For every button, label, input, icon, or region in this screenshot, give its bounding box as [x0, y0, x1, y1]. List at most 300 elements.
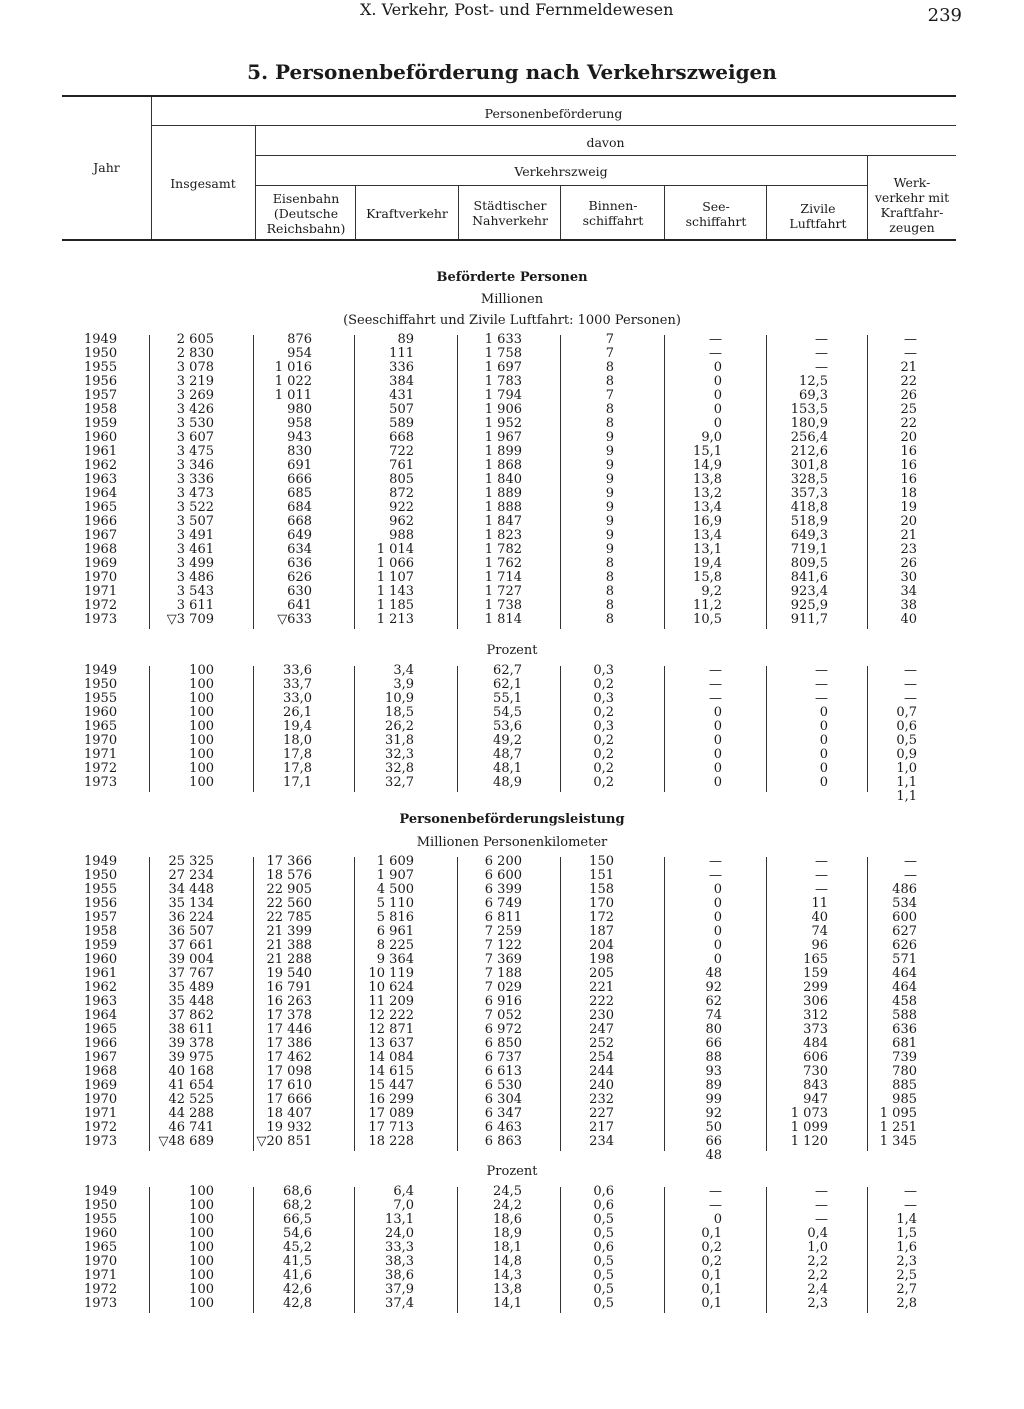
table-cell: 22 [900, 374, 917, 389]
table-cell: 8 [605, 556, 614, 571]
table-cell: 17 378 [266, 1008, 312, 1023]
table-cell: 0,2 [593, 775, 614, 790]
table-cell: 484 [803, 1036, 828, 1051]
table-cell: 0 [713, 705, 722, 720]
table-cell: 222 [589, 994, 614, 1009]
table-cell: 89 [705, 1078, 722, 1093]
table-cell: — [904, 691, 917, 706]
table-cell: 54,5 [493, 705, 522, 720]
table-cell: 40 168 [168, 1064, 214, 1079]
table-cell: 0 [819, 761, 828, 776]
table-cell: 204 [589, 938, 614, 953]
table-cell: 3 475 [176, 444, 214, 459]
table-cell: 24,5 [493, 1184, 522, 1199]
table-cell: 16 791 [266, 980, 312, 995]
table-cell: 33,0 [283, 691, 312, 706]
column-divider [560, 857, 561, 1151]
table-cell: 6 200 [484, 854, 522, 869]
year-cell: 1965 [84, 500, 118, 515]
table-cell: 3 346 [176, 458, 214, 473]
table-cell: 37 661 [168, 938, 214, 953]
column-divider [149, 666, 150, 792]
table-cell: 301,8 [790, 458, 828, 473]
table-cell: 636 [287, 556, 312, 571]
table-cell: 6 530 [484, 1078, 522, 1093]
table-cell: 93 [705, 1064, 722, 1079]
table-cell: 1 107 [376, 570, 414, 585]
column-insgesamt [159, 855, 215, 1149]
top-rule [62, 95, 956, 97]
table-cell: 962 [389, 514, 414, 529]
table-cell: 49,2 [493, 733, 522, 748]
table-cell: — [709, 346, 722, 361]
table-cell: 26,2 [385, 719, 414, 734]
col-head-luft: Zivile Luftfahrt [789, 201, 847, 231]
table-cell: 0,2 [701, 1254, 722, 1269]
table-cell: 26 [900, 556, 917, 571]
table-cell: 0,6 [593, 1240, 614, 1255]
table-cell: 234 [589, 1134, 614, 1149]
table-cell: 33,3 [385, 1240, 414, 1255]
table-cell: — [815, 868, 828, 883]
table-cell: 48,9 [493, 775, 522, 790]
table-cell: 100 [189, 1198, 214, 1213]
column-divider [253, 335, 254, 629]
table-cell: 13,4 [693, 528, 722, 543]
year-cell: 1966 [84, 514, 118, 529]
column-divider [664, 857, 665, 1151]
table-cell: 6 850 [484, 1036, 522, 1051]
year-cell: 1960 [84, 430, 118, 445]
table-cell: 100 [189, 775, 214, 790]
table-cell: 0 [819, 719, 828, 734]
table-cell: 20 [900, 514, 917, 529]
table-cell: 6 972 [484, 1022, 522, 1037]
table-cell: 312 [803, 1008, 828, 1023]
table-cell: 26,1 [283, 705, 312, 720]
year-cell: 1962 [84, 980, 118, 995]
year-cell: 1972 [84, 1120, 118, 1135]
column-divider [457, 335, 458, 629]
table-cell: 6,4 [393, 1184, 414, 1199]
table-cell: 464 [892, 980, 917, 995]
column-kraftverkehr [385, 1185, 414, 1311]
table-cell: 252 [589, 1036, 614, 1051]
column-divider [354, 666, 355, 792]
table-cell: 2,2 [807, 1268, 828, 1283]
year-cell: 1950 [84, 1198, 118, 1213]
table-cell: 3 522 [176, 500, 214, 515]
table-cell: 7 259 [484, 924, 522, 939]
column-kraftverkehr [377, 333, 414, 627]
header-divider [355, 185, 356, 239]
year-cell: 1965 [84, 1022, 118, 1037]
table-cell: 1 185 [376, 598, 414, 613]
table-cell: 0,5 [593, 1268, 614, 1283]
year-cell: 1972 [84, 761, 118, 776]
table-cell: 923,4 [790, 584, 828, 599]
table-cell: 41,5 [283, 1254, 312, 1269]
table-cell: 8 [605, 570, 614, 585]
table-cell: 38 611 [168, 1022, 214, 1037]
table-cell: 42,6 [283, 1282, 312, 1297]
table-cell: 9,2 [701, 584, 722, 599]
table-cell: 9 [605, 486, 614, 501]
table-cell: 0,9 [896, 747, 917, 762]
table-cell: 9 [605, 514, 614, 529]
table-cell: 2,5 [896, 1268, 917, 1283]
table-cell: 357,3 [790, 486, 828, 501]
table-cell: 40 [900, 612, 917, 627]
column-divider [664, 335, 665, 629]
table-cell: — [815, 1212, 828, 1227]
year-cell: 1968 [84, 1064, 118, 1079]
table-cell: 13,8 [693, 472, 722, 487]
table-cell: 805 [389, 472, 414, 487]
table-cell: 0,2 [593, 761, 614, 776]
table-cell: 13,4 [693, 500, 722, 515]
table-cell: 18 [900, 486, 917, 501]
table-cell: 3 269 [176, 388, 214, 403]
year-cell: 1960 [84, 705, 118, 720]
table-cell: 13,8 [493, 1282, 522, 1297]
table-cell: 14 084 [368, 1050, 414, 1065]
table-cell: 1 888 [484, 500, 522, 515]
column-kraftverkehr [385, 664, 414, 790]
column-divider [354, 857, 355, 1151]
column-werk [880, 855, 917, 1149]
table-cell: — [815, 1198, 828, 1213]
table-cell: 17 446 [266, 1022, 312, 1037]
column-divider [354, 335, 355, 629]
table-cell: 22 905 [266, 882, 312, 897]
table-cell: 1 758 [484, 346, 522, 361]
table-cell: 96 [811, 938, 828, 953]
table-cell: 38,6 [385, 1268, 414, 1283]
table-cell: ▽3 709 [166, 612, 214, 627]
table-cell: — [709, 868, 722, 883]
table-cell: 1 073 [790, 1106, 828, 1121]
year-cell: 1957 [84, 910, 118, 925]
table-cell: 18 228 [368, 1134, 414, 1149]
table-cell: 571 [892, 952, 917, 967]
year-cell: 1950 [84, 346, 118, 361]
table-cell: 66,5 [283, 1212, 312, 1227]
table-cell: 17 366 [266, 854, 312, 869]
table-cell: 158 [589, 882, 614, 897]
table-cell: — [709, 332, 722, 347]
table-cell: 100 [189, 747, 214, 762]
table-cell: — [904, 346, 917, 361]
table-cell: 15,8 [693, 570, 722, 585]
col-head-jahr: Jahr [93, 160, 120, 175]
table-cell: 600 [892, 910, 917, 925]
table-cell: 1 889 [484, 486, 522, 501]
header-divider [255, 155, 956, 156]
table-cell: 7 [605, 388, 614, 403]
table-cell: 299 [803, 980, 828, 995]
table-cell: 464 [892, 966, 917, 981]
table-cell: 31,8 [385, 733, 414, 748]
table-cell: 39 975 [168, 1050, 214, 1065]
table-cell: 30 [900, 570, 917, 585]
col-head-nahverkehr: Städtischer Nahverkehr [472, 198, 548, 228]
year-cell: 1973 [84, 1296, 118, 1311]
year-cell: 1970 [84, 733, 118, 748]
col-head-verkehrszweig: Verkehrszweig [514, 164, 608, 179]
table-cell: 634 [287, 542, 312, 557]
table-cell: 5 816 [376, 910, 414, 925]
header-divider [664, 185, 665, 239]
table-cell: 21 388 [266, 938, 312, 953]
table-cell: 719,1 [790, 542, 828, 557]
table-cell: 0,5 [593, 1282, 614, 1297]
table-cell: 62,7 [493, 663, 522, 678]
year-cell: 1959 [84, 416, 118, 431]
table-cell: 0,2 [701, 1240, 722, 1255]
table-cell: 0 [713, 747, 722, 762]
table-cell: 27 234 [168, 868, 214, 883]
table-cell: 0,7 [896, 705, 917, 720]
table-cell: 911,7 [790, 612, 828, 627]
table-cell: 9 [605, 458, 614, 473]
table-cell: 958 [287, 416, 312, 431]
table-cell: 21 288 [266, 952, 312, 967]
table-cell: 7,0 [393, 1198, 414, 1213]
table-cell: 3,4 [393, 663, 414, 678]
column-divider [149, 1187, 150, 1313]
table-cell: 15,1 [693, 444, 722, 459]
table-cell: 3 219 [176, 374, 214, 389]
table-cell: 151 [589, 868, 614, 883]
table-cell: 0 [713, 360, 722, 375]
table-cell: ▽633 [277, 612, 312, 627]
table-cell: 19 [900, 500, 917, 515]
table-cell: 66 [705, 1036, 722, 1051]
table-cell: 80 [705, 1022, 722, 1037]
table-cell: — [904, 868, 917, 883]
year-cell: 1973 [84, 1134, 118, 1149]
table-cell: 38 [900, 598, 917, 613]
table-cell: 254 [589, 1050, 614, 1065]
column-insgesamt [189, 664, 214, 790]
table-cell: 10,9 [385, 691, 414, 706]
column-eisenbahn [283, 1185, 312, 1311]
table-cell: 3 491 [176, 528, 214, 543]
table-cell: 100 [189, 1184, 214, 1199]
table-cell: 92 [705, 1106, 722, 1121]
table-cell: 41 654 [168, 1078, 214, 1093]
table-cell: 32,8 [385, 761, 414, 776]
table-cell: 9 [605, 528, 614, 543]
table-cell: 16 263 [266, 994, 312, 1009]
year-cell: 1950 [84, 868, 118, 883]
table-cell: 373 [803, 1022, 828, 1037]
table-cell: 50 [705, 1120, 722, 1135]
table-cell: 0 [713, 719, 722, 734]
table-cell: 0,5 [896, 733, 917, 748]
table-cell: 922 [389, 500, 414, 515]
table-cell: 17 098 [266, 1064, 312, 1079]
section-unit: Prozent [486, 1164, 538, 1179]
table-cell: 6 463 [484, 1120, 522, 1135]
table-cell: 21 [900, 360, 917, 375]
table-cell: 247 [589, 1022, 614, 1037]
table-cell: 649,3 [790, 528, 828, 543]
table-cell: — [709, 663, 722, 678]
column-divider [766, 1187, 767, 1313]
table-cell: 0 [713, 910, 722, 925]
table-cell: — [815, 332, 828, 347]
table-cell: 2,2 [807, 1254, 828, 1269]
table-cell: — [904, 677, 917, 692]
table-cell: 0 [713, 775, 722, 790]
table-cell: 13,1 [693, 542, 722, 557]
table-cell: 22 785 [266, 910, 312, 925]
table-cell: 0 [819, 705, 828, 720]
table-cell: 32,7 [385, 775, 414, 790]
table-cell: 1 738 [484, 598, 522, 613]
table-cell: 9,0 [701, 430, 722, 445]
year-cell: 1955 [84, 1212, 118, 1227]
table-cell: 458 [892, 994, 917, 1009]
col-head-binnen: Binnen- schiffahrt [582, 198, 644, 228]
table-cell: 0,1 [701, 1282, 722, 1297]
table-cell: 10 624 [368, 980, 414, 995]
table-cell: 691 [287, 458, 312, 473]
table-cell: 3 507 [176, 514, 214, 529]
column-eisenbahn [275, 333, 312, 627]
table-cell: 0,2 [593, 733, 614, 748]
table-cell: 17,8 [283, 761, 312, 776]
table-cell: 6 613 [484, 1064, 522, 1079]
column-eisenbahn [283, 664, 312, 790]
table-cell: 841,6 [790, 570, 828, 585]
table-cell: 985 [892, 1092, 917, 1107]
table-cell: 809,5 [790, 556, 828, 571]
column-divider [664, 1187, 665, 1313]
column-binnen [593, 1185, 614, 1311]
year-cell: 1971 [84, 747, 118, 762]
table-cell: 227 [589, 1106, 614, 1121]
table-cell: 9 [605, 444, 614, 459]
table-cell: 666 [287, 472, 312, 487]
table-cell: 0 [713, 938, 722, 953]
table-cell: 8 [605, 360, 614, 375]
header-bottom-rule [62, 239, 956, 241]
year-cell: 1970 [84, 570, 118, 585]
running-header [0, 0, 1024, 26]
table-cell: 2,3 [807, 1296, 828, 1311]
year-cell: 1972 [84, 598, 118, 613]
table-cell: 21 399 [266, 924, 312, 939]
column-divider [457, 1187, 458, 1313]
table-cell: 68,2 [283, 1198, 312, 1213]
table-cell: 0 [713, 952, 722, 967]
column-years [84, 1185, 117, 1311]
table-cell: 18,6 [493, 1212, 522, 1227]
table-cell: 100 [189, 691, 214, 706]
col-head-see: See- schiffahrt [685, 199, 747, 229]
column-divider [560, 1187, 561, 1313]
year-cell: 1949 [84, 854, 118, 869]
table-cell: 0,5 [593, 1254, 614, 1269]
table-cell: 11,2 [693, 598, 722, 613]
table-cell: 1 840 [484, 472, 522, 487]
col-head-davon: davon [586, 135, 625, 150]
table-cell: 2,7 [896, 1282, 917, 1297]
table-cell: 23 [900, 542, 917, 557]
table-cell: 0 [713, 896, 722, 911]
year-cell: 1955 [84, 360, 118, 375]
column-werk [896, 1185, 917, 1311]
column-divider [149, 335, 150, 629]
column-divider [766, 666, 767, 792]
section-title: Personenbeförderungsleistung [399, 812, 625, 827]
table-cell: — [904, 1184, 917, 1199]
table-cell: 876 [287, 332, 312, 347]
year-cell: 1969 [84, 556, 118, 571]
year-cell: 1970 [84, 1254, 118, 1269]
table-cell: 100 [189, 1282, 214, 1297]
table-cell: 159 [803, 966, 828, 981]
table-cell: 24,0 [385, 1226, 414, 1241]
table-cell: 7 [605, 332, 614, 347]
table-cell: 5 110 [376, 896, 414, 911]
table-cell: 6 304 [484, 1092, 522, 1107]
table-cell: 518,9 [790, 514, 828, 529]
table-cell: 20 [900, 430, 917, 445]
table-cell: 34 448 [168, 882, 214, 897]
table-cell: 1 609 [376, 854, 414, 869]
table-cell: 589 [389, 416, 414, 431]
column-kraftverkehr [369, 855, 415, 1149]
table-cell: 41,6 [283, 1268, 312, 1283]
table-cell: 19,4 [283, 719, 312, 734]
table-cell: — [815, 854, 828, 869]
table-cell: 11 [811, 896, 828, 911]
table-cell: 35 489 [168, 980, 214, 995]
table-cell: 1 066 [376, 556, 414, 571]
table-cell: 33,7 [283, 677, 312, 692]
column-insgesamt [189, 1185, 214, 1311]
table-cell: 1 782 [484, 542, 522, 557]
section-unit: Prozent [486, 643, 538, 658]
table-cell: 22 560 [266, 896, 312, 911]
table-cell: 153,5 [790, 402, 828, 417]
table-cell: 761 [389, 458, 414, 473]
table-cell: 1 714 [484, 570, 522, 585]
table-cell: 10,5 [693, 612, 722, 627]
table-cell: 925,9 [790, 598, 828, 613]
table-cell: 685 [287, 486, 312, 501]
table-cell: 0 [713, 733, 722, 748]
header-divider [867, 155, 868, 239]
table-cell: — [709, 1184, 722, 1199]
year-cell: 1971 [84, 584, 118, 599]
year-cell: 1963 [84, 472, 118, 487]
year-cell: 1958 [84, 924, 118, 939]
col-head-personenbefoerderung: Personenbeförderung [484, 106, 623, 121]
table-cell: 221 [589, 980, 614, 995]
table-cell: 18 407 [266, 1106, 312, 1121]
table-cell: 13,2 [693, 486, 722, 501]
running-title: X. Verkehr, Post- und Fernmeldewesen [360, 0, 674, 19]
table-cell: 649 [287, 528, 312, 543]
table-cell: 7 052 [484, 1008, 522, 1023]
table-cell: 35 134 [168, 896, 214, 911]
table-cell: — [709, 1198, 722, 1213]
